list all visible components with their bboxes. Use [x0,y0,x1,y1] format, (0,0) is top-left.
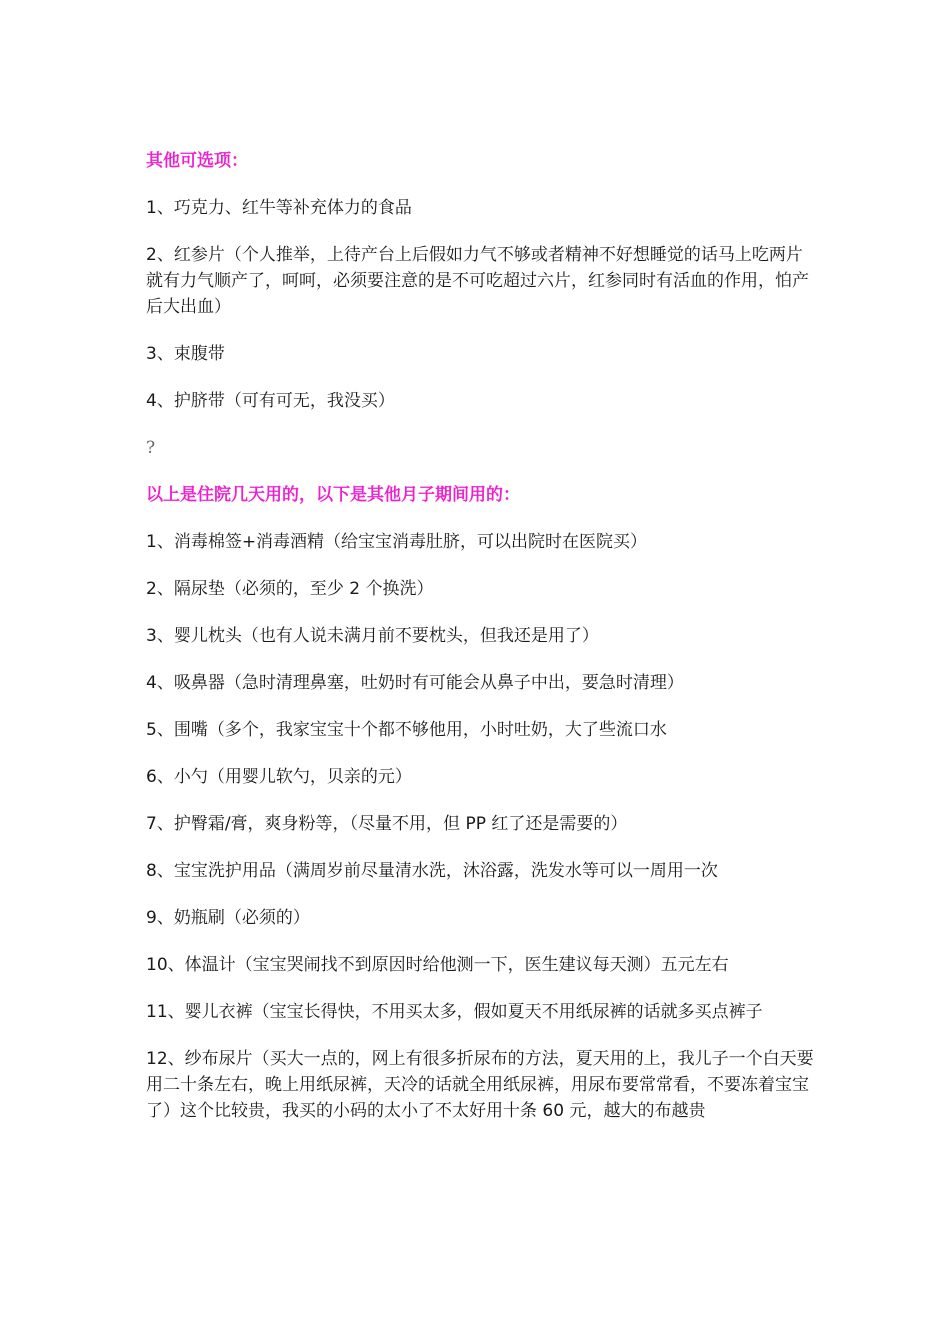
list-item: 1、巧克力、红牛等补充体力的食品 [146,198,412,218]
section-heading-optional: 其他可选项： [146,151,248,171]
list-item: 5、围嘴（多个，我家宝宝十个都不够他用，小时吐奶，大了些流口水 [146,720,667,740]
list-item: 3、束腹带 [146,344,225,364]
list-item: 4、吸鼻器（急时清理鼻塞，吐奶时有可能会从鼻子中出，要急时清理） [146,673,684,693]
list-item: 1、消毒棉签+消毒酒精（给宝宝消毒肚脐，可以出院时在医院买） [146,532,648,552]
list-item: 10、体温计（宝宝哭闹找不到原因时给他测一下，医生建议每天测）五元左右 [146,955,729,975]
list-item: 12、纱布尿片（买大一点的，网上有很多折尿布的方法，夏天用的上，我儿子一个白天要用二十条左右，晚上用纸尿裤，天冷的话就全用纸尿裤，用尿布要常常看，不要冻着宝宝了）这个比较贵，我买的小码的太小了不太好用十条 60 元，越大的布越贵 [146,1049,814,1121]
list-item: 4、护脐带（可有可无，我没买） [146,391,395,411]
list-item: 2、隔尿垫（必须的，至少 2 个换洗） [146,579,434,599]
list-item: 6、小勺（用婴儿软勺，贝亲的元） [146,767,412,787]
list-item: 11、婴儿衣裤（宝宝长得快，不用买太多，假如夏天不用纸尿裤的话就多买点裤子 [146,1002,763,1022]
section-heading-postpartum: 以上是住院几天用的，以下是其他月子期间用的： [146,485,520,505]
document-page [146,148,816,1124]
list-item: 2、红参片（个人推举，上待产台上后假如力气不够或者精神不好想睡觉的话马上吃两片就有力气顺产了，呵呵，必须要注意的是不可吃超过六片，红参同时有活血的作用，怕产后大出血） [146,245,809,317]
list-item: 3、婴儿枕头（也有人说未满月前不要枕头，但我还是用了） [146,626,599,646]
list-item: 7、护臀霜/膏，爽身粉等，（尽量不用，但 PP 红了还是需要的） [146,814,628,834]
list-item: 9、奶瓶刷（必须的） [146,908,310,928]
list-item: 8、宝宝洗护用品（满周岁前尽量清水洗，沐浴露，洗发水等可以一周用一次 [146,861,718,881]
separator-mark: ? [146,438,156,458]
